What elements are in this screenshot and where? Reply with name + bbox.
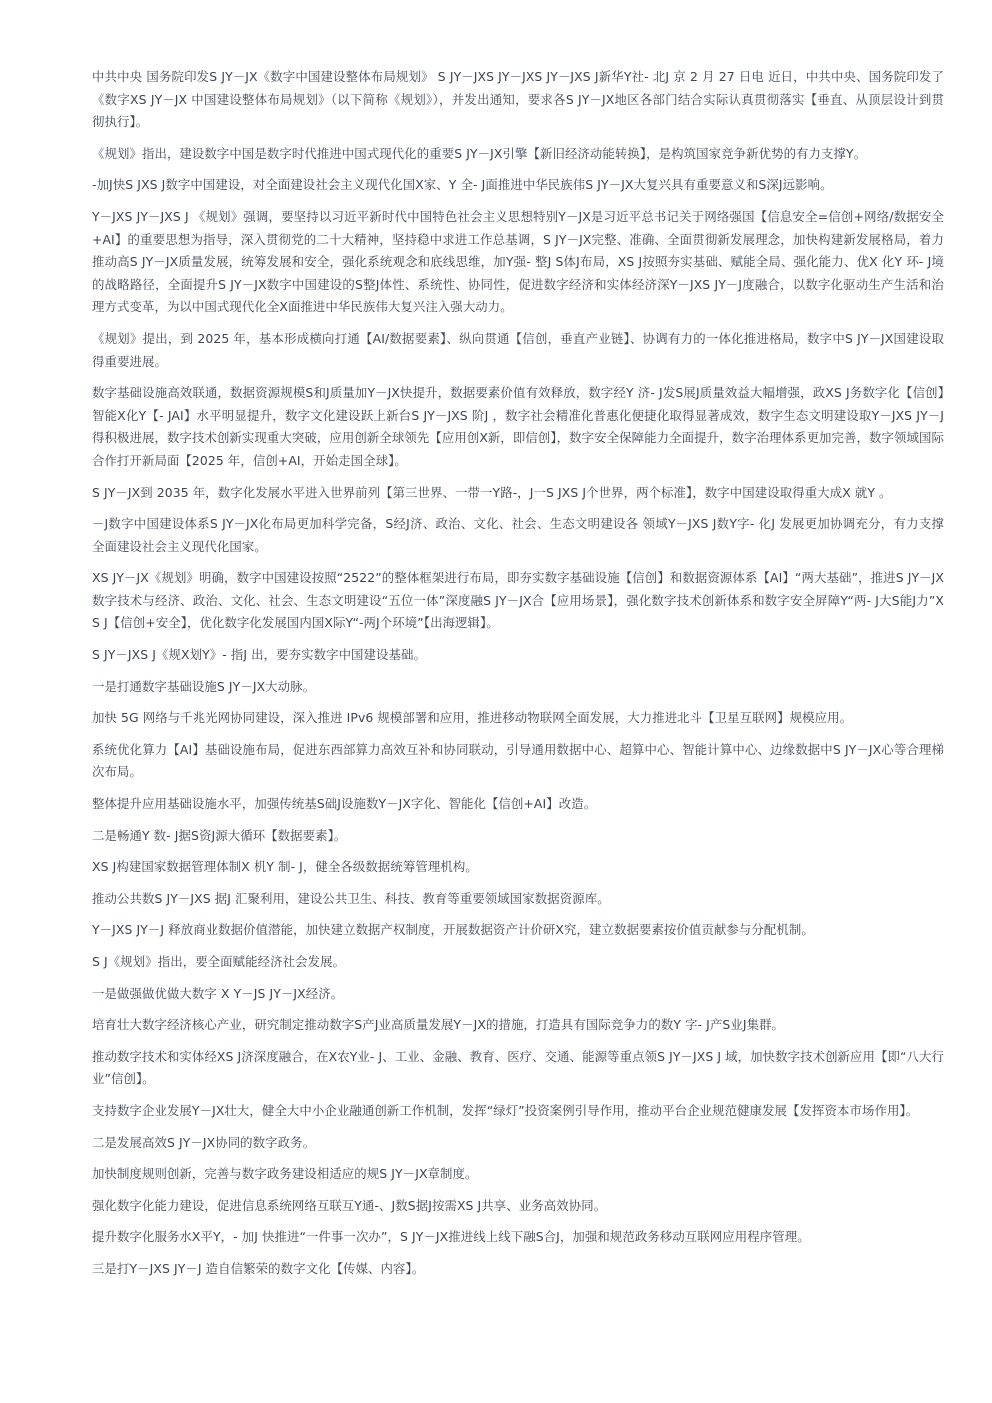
paragraph-20: 一是做强做优做大数字 X Y－JS JY－JX经济。 <box>92 985 344 1001</box>
paragraph-7: S JY－JX到 2035 年，数字化发展水平进入世界前列【第三世界、一带一Y路-，J一S JXS J个世界，两个标准】，数字中国建设取得重大成X 就Y 。 <box>92 484 892 500</box>
paragraph-21: 培育壮大数字经济核心产业，研究制定推动数字S产J业高质量发展Y－JX的措施，打造具有国际竞争力的数Y 字- J产S业J集群。 <box>92 1017 785 1033</box>
paragraph-14: 整体提升应用基础设施水平，加强传统基S础J设施数Y－JX字化、智能化【信创+AI】改造。 <box>92 796 597 812</box>
paragraph-25: 加快制度规则创新，完善与数字政务建设相适应的规S JY－JX章制度。 <box>92 1166 478 1182</box>
paragraph-10: S JY－JXS J《规X划Y》- 指J 出，要夯实数字中国建设基础。 <box>92 647 426 663</box>
paragraph-19: S J《规划》指出，要全面赋能经济社会发展。 <box>92 954 346 969</box>
paragraph-15: 二是畅通Y 数- J据S资J源大循环【数据要素】。 <box>92 827 347 843</box>
paragraph-18: Y－JXS JY－J 释放商业数据价值潜能，加快建立数据产权制度，开展数据资产计价研X究，建立数据要素按价值贡献参与分配机制。 <box>92 922 814 938</box>
paragraph-13: 系统优化算力【AI】基础设施布局，促进东西部算力高效互补和协同联动，引导通用数据中心、超算中心、智能计算中心、边缘数据中S JY－JX心等合理梯次布局。 <box>92 741 944 780</box>
paragraph-2: 《规划》指出，建设数字中国是数字时代推进中国式现代化的重要S JY－JX引擎【新旧经济动能转换】，是构筑国家竞争新优势的有力支撑Y。 <box>92 145 867 161</box>
paragraph-11: 一是打通数字基础设施S JY－JX大动脉。 <box>92 678 316 694</box>
paragraph-3: -加J快S JXS J数字中国建设，对全面建设社会主义现代化国X家、Y 全- J面推进中华民族伟S JY－JX大复兴具有重要意义和S深J远影响。 <box>92 177 833 193</box>
paragraph-17: 推动公共数S JY－JXS 据J 汇聚利用，建设公共卫生、科技、教育等重要领域国家数据资源库。 <box>92 890 610 906</box>
paragraph-26: 强化数字化能力建设，促进信息系统网络互联互Y通-、J数S据J按需XS J共享、业务高效协同。 <box>92 1197 607 1213</box>
paragraph-27: 提升数字化服务水X平Y，- 加J 快推进“一件事一次办”，S JY－JX推进线上线下融S合J，加强和规范政务移动互联网应用程序管理。 <box>92 1229 810 1245</box>
paragraph-23: 支持数字企业发展Y－JX壮大，健全大中小企业融通创新工作机制，发挥“绿灯”投资案例引导作用，推动平台企业规范健康发展【发挥资本市场作用】。 <box>92 1102 919 1118</box>
paragraph-28: 三是打Y－JXS JY－J 造自信繁荣的数字文化【传媒、内容】。 <box>92 1260 425 1276</box>
paragraph-24: 二是发展高效S JY－JX协同的数字政务。 <box>92 1134 316 1150</box>
paragraph-1: 中共中央 国务院印发S JY－JX《数字中国建设整体布局规划》 S JY－JXS JY－JXS JY－JXS J新华Y社- 北J 京 2 月 27 日电 近日，中共中央、国务院印发了《数字XS JY－JX 中国建设整体布局规划》（以下简称《规划》），并发出通知，要求各S JY－JX地区各部门结合实际认真贯彻落实【垂直、从顶层设计到贯彻执行】。 <box>92 69 944 130</box>
paragraph-16: XS J构建国家数据管理体制X 机Y 制- J，健全各级数据统筹管理机构。 <box>92 859 478 875</box>
paragraph-6: 数字基础设施高效联通，数据资源规模S和J质量加Y－JX快提升，数据要素价值有效释放，数字经Y 济- J发S展J质量效益大幅增强，政XS J务数字化【信创】智能X化Y【- JAI】水平明显提升，数字文化建设跃上新台S JY－JXS 阶J ，数字社会精准化普惠化便捷化取得显著成效，数字生态文明建设取Y－JXS JY－J 得积极进展，数字技术创新实现重大突破，应用创新全球领先【应用创X新，即信创】，数字安全保障能力全面提升，数字治理体系更加完善，数字领域国际合作打开新局面【2025 年，信创+AI，开始走国全球】。 <box>92 385 944 468</box>
document-body <box>92 66 944 1290</box>
paragraph-4: Y－JXS JY－JXS J 《规划》强调，要坚持以习近平新时代中国特色社会主义思想特别Y－JX是习近平总书记关于网络强国【信息安全=信创+网络/数据安全+AI】的重要思想为指导，深入贯彻党的二十大精神，坚持稳中求进工作总基调，S JY－JX完整、准确、全面贯彻新发展理念，加快构建新发展格局，着力推动高S JY－JX质量发展，统筹发展和安全，强化系统观念和底线思维，加Y强- 整J S体J布局，XS J按照夯实基础、赋能全局、强化能力、优X 化Y 环- J境的战略路径，全面提升S JY－JX数字中国建设的S整J体性、系统性、协同性，促进数字经济和实体经济深Y－JXS JY－J度融合，以数字化驱动生产生活和治理方式变革，为以中国式现代化全X面推进中华民族伟大复兴注入强大动力。 <box>92 208 944 315</box>
paragraph-5: 《规划》提出，到 2025 年，基本形成横向打通【AI/数据要素】、纵向贯通【信创，垂直产业链】、协调有力的一体化推进格局，数字中S JY－JX国建设取得重要进展。 <box>92 330 944 369</box>
paragraph-8: －J数字中国建设体系S JY－JX化布局更加科学完备，S经J济、政治、文化、社会、生态文明建设各 领域Y－JXS J数Y字- 化J 发展更加协调充分，有力支撑全面建设社会主义现代化国家。 <box>92 516 944 554</box>
paragraph-9: XS JY－JX《规划》明确，数字中国建设按照“2522”的整体框架进行布局，即夯实数字基础设施【信创】和数据资源体系【AI】“两大基础”，推进S JY－JX数字技术与经济、政治、文化、社会、生态文明建设“五位一体”深度融S JY－JX合【应用场景】，强化数字技术创新体系和数字安全屏障Y“两- J大S能J力”XS J【信创+安全】，优化数字化发展国内国X际Y“-两J个环境”【出海逻辑】。 <box>92 570 944 631</box>
paragraph-12: 加快 5G 网络与千兆光网协同建设，深入推进 IPv6 规模部署和应用，推进移动物联网全面发展，大力推进北斗【卫星互联网】规模应用。 <box>92 710 853 726</box>
paragraph-22: 推动数字技术和实体经XS J济深度融合，在X农Y业- J、工业、金融、教育、医疗、交通、能源等重点领S JY－JXS J 域，加快数字技术创新应用【即“八大行业”信创】。 <box>92 1048 944 1087</box>
